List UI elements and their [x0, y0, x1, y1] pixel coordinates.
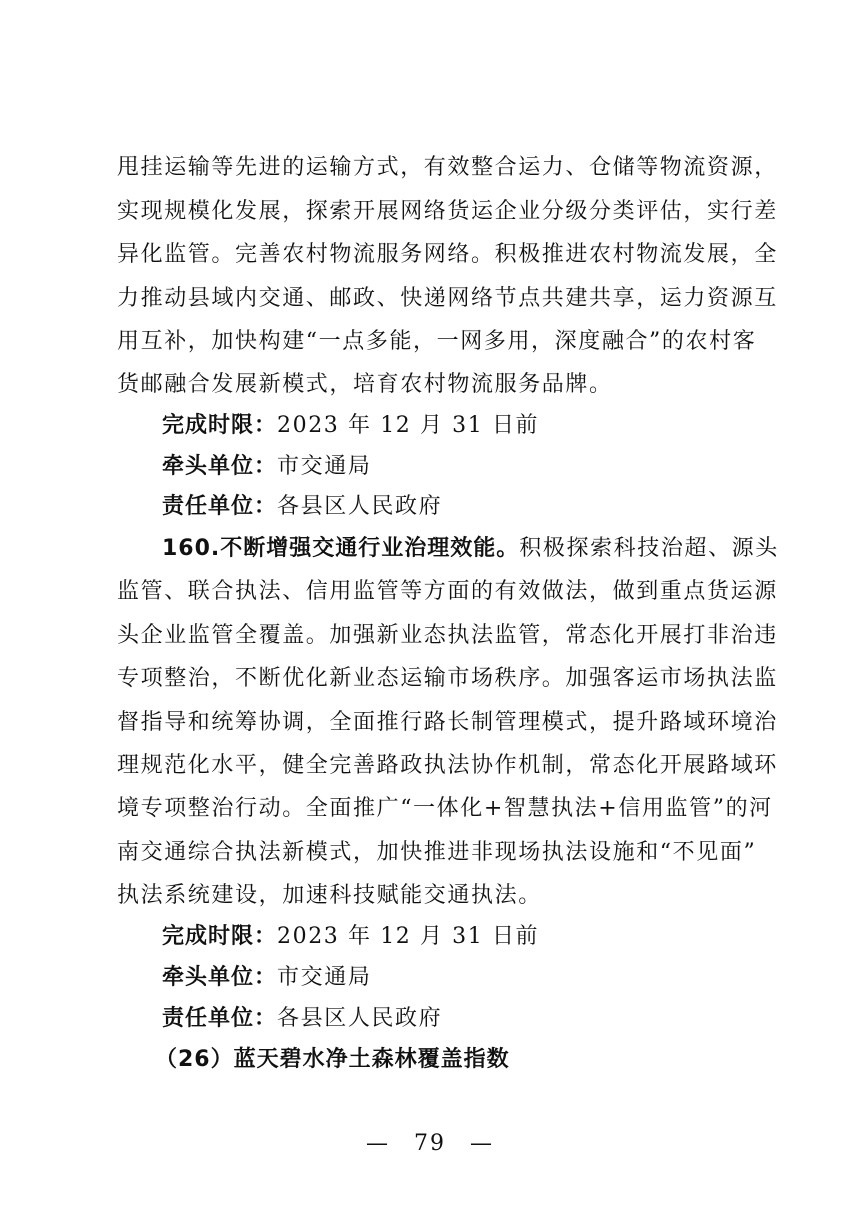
responsible-unit-row — [162, 997, 442, 1041]
paragraph-line: 执法系统建设，加速科技赋能交通执法。 — [117, 883, 542, 908]
responsible-unit-label: 责任单位： — [162, 494, 278, 519]
paragraph-line: 南交通综合执法新模式，加快推进非现场执法设施和“不见面” — [117, 840, 757, 865]
responsible-unit-label: 责任单位： — [162, 1006, 278, 1031]
page-number: — 79 — — [366, 1131, 494, 1156]
paragraph-line: 督指导和统筹协调，全面推行路长制管理模式，提升路域环境治 — [117, 710, 778, 735]
paragraph-line: 实现规模化发展，探索开展网络货运企业分级分类评估，实行差 — [117, 199, 778, 224]
deadline-row — [162, 404, 539, 448]
lead-unit-label: 牵头单位： — [162, 454, 278, 479]
lead-unit-label: 牵头单位： — [162, 965, 278, 990]
paragraph-line: 用互补，加快构建“一点多能，一网多用，深度融合”的农村客 — [117, 329, 757, 354]
paragraph-line: 专项整治，不断优化新业态运输市场秩序。加强客运市场执法监 — [117, 666, 778, 691]
paragraph-line: 货邮融合发展新模式，培育农村物流服务品牌。 — [117, 372, 613, 397]
lead-unit-row — [162, 956, 371, 1000]
responsible-unit-value: 各县区人民政府 — [277, 1006, 443, 1031]
paragraph-line: 监管、联合执法、信用监管等方面的有效做法，做到重点货运源 — [117, 579, 778, 604]
paragraph-line: 理规范化水平，健全完善路政执法协作机制，常态化开展路域环 — [117, 753, 778, 778]
deadline-label: 完成时限： — [162, 413, 278, 438]
deadline-value: 2023 年 12 月 31 日前 — [277, 924, 540, 949]
section-160-first-text: 积极探索科技治超、源头 — [519, 536, 779, 561]
deadline-label: 完成时限： — [162, 924, 278, 949]
responsible-unit-value: 各县区人民政府 — [277, 494, 443, 519]
paragraph-line: 异化监管。完善农村物流服务网络。积极推进农村物流发展，全 — [117, 242, 778, 267]
paragraph-line: 甩挂运输等先进的运输方式，有效整合运力、仓储等物流资源， — [117, 155, 778, 180]
lead-unit-value: 市交通局 — [277, 965, 372, 990]
section-160-title: 160.不断增强交通行业治理效能。 — [162, 536, 520, 561]
deadline-value: 2023 年 12 月 31 日前 — [277, 413, 540, 438]
paragraph-line: 头企业监管全覆盖。加强新业态执法监管，常态化开展打非治违 — [117, 623, 778, 648]
lead-unit-row — [162, 445, 371, 489]
lead-unit-value: 市交通局 — [277, 454, 372, 479]
responsible-unit-row — [162, 485, 442, 529]
paragraph-line: 力推动县域内交通、邮政、快递网络节点共建共享，运力资源互 — [117, 286, 778, 311]
deadline-row — [162, 915, 539, 959]
section-heading: （26）蓝天碧水净土森林覆盖指数 — [155, 1047, 510, 1072]
section-160-first-line — [162, 527, 779, 571]
paragraph-line: 境专项整治行动。全面推广“一体化+智慧执法+信用监管”的河 — [117, 796, 773, 821]
